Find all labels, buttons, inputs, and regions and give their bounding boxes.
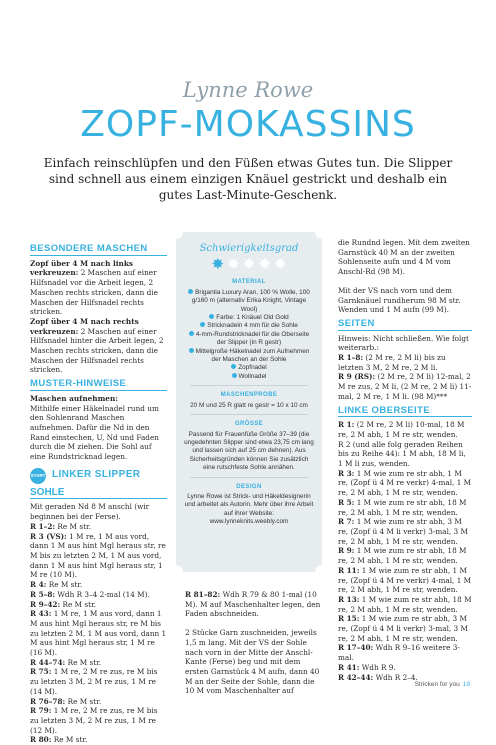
- row-number: R 80:: [30, 735, 52, 745]
- card-divider: [190, 477, 308, 478]
- row-text: Wdh R 79 & 80 1-mal (10 M). M auf Maschenhalter legen, den Faden abschneiden.: [185, 590, 321, 619]
- row-text: 1 M wie zum re str abh, 18 M re, 2 M abh, 1 M re str, wenden.: [338, 594, 472, 614]
- card-notch: [315, 565, 329, 579]
- zopf-right-instruction: [30, 317, 167, 375]
- start-badge: START: [30, 468, 46, 484]
- material-item-text: Farbe: 1 Knäuel Old Gold: [216, 314, 289, 322]
- section-heading-linke-oberseite: LINKE OBERSEITE: [338, 406, 472, 418]
- row-text: 1 M wie zum re str abh, 1 M re, (Zopf ü 4 M re verkr) 4-mal, 1 M re, 2 M abh, 1 M re str, wenden.: [338, 565, 472, 595]
- row-number: R 9 (RS):: [338, 372, 376, 382]
- row-number: R 75:: [30, 667, 52, 677]
- column-right: [338, 238, 472, 682]
- column-center-bottom: [185, 590, 321, 696]
- bullet-icon: [209, 314, 214, 319]
- star-filled-icon: ✸: [211, 256, 225, 274]
- material-item-text: Wollnadel: [238, 372, 267, 380]
- intro-text: Einfach reinschlüpfen und den Füßen etwas Gutes tun. Die Slipper sind schnell aus einem einzigen Knäuel gestrickt und deshalb ein gutes Last-Minute-Geschenk.: [43, 156, 453, 202]
- row-text: 1 M wie zum re str abh, 18 M re, 2 M abh, 1 M re str, wenden.: [338, 497, 467, 517]
- pattern-row: [338, 353, 472, 372]
- author-name: Lynne Rowe: [182, 78, 314, 102]
- row-text: Re M str.: [60, 599, 97, 609]
- row-number: R 9:: [338, 546, 355, 556]
- material-item-text: Zopfnadel: [238, 364, 267, 372]
- zopf-left-instruction: [30, 259, 167, 317]
- pattern-row: [30, 532, 167, 581]
- zopf-left-text: 2 Maschen auf einer Hilfsnadel vor die Arbeit legen, 2 Maschen rechts stricken, dann die Maschen der Hilfsnadel rechts stricken.: [30, 268, 159, 317]
- row-text: 1 M wie zum re str abh, 1 M re, (Zopf ü 4 M re verkr) 4-mal, 1 M re, 2 M abh, 1 M re str, wenden.: [338, 468, 472, 498]
- pattern-row: [185, 590, 321, 619]
- groesse-text: Passend für Frauenfüße Größe 37–39 (die ungedehnten Slipper sind etwa 23,75 cm lang und lassen sich auf 25 cm dehnen). Aus Sicherheitsgründen können Sie zusätzlich eine rutschfeste Sohle annähen.: [184, 430, 314, 472]
- star-empty-icon: ✸: [242, 256, 256, 274]
- bullet-icon: [189, 331, 194, 336]
- pattern-row: [30, 600, 167, 610]
- material-item-text: Brigantia Luxury Aran, 100 % Wolle, 100 g/160 m (alternativ Erika Knight, Vintage Wool): [191, 288, 310, 313]
- star-empty-icon: ✸: [227, 256, 240, 274]
- card-divider: [190, 414, 308, 415]
- design-text: Lynne Rowe ist Strick- und Häkeldesignerin und arbeitet als Autorin. Mehr über ihre Arbeit auf ihrer Website: www.lynneknits.weebly.com: [184, 492, 314, 526]
- magazine-name: Stricken for you: [414, 681, 460, 688]
- column-left: [30, 240, 167, 745]
- pattern-row: [338, 614, 472, 643]
- row-number: R 42–44:: [338, 672, 374, 682]
- row-text: Wdh R 3–4 2-mal (14 M).: [55, 589, 150, 599]
- section-heading-besondere-maschen: BESONDERE MASCHEN: [30, 244, 167, 256]
- bullet-icon: [200, 322, 205, 327]
- info-card: [176, 232, 322, 572]
- row-text: (2 M re, 2 M li) 10-mal, 18 M re, 2 M abh, 1 M re str, wenden.: [338, 420, 465, 439]
- linker-slipper-heading: [30, 468, 167, 484]
- material-item-text: Mittelgroße Häkelnadel zum Aufnehmen der Maschen an der Sohle: [195, 347, 310, 364]
- pattern-row: [30, 590, 167, 600]
- row-text: Re M str.: [65, 696, 102, 706]
- maschenprobe-heading: MASCHENPROBE: [220, 392, 278, 399]
- row-number: R 13:: [338, 594, 360, 604]
- sohle-rows: [30, 522, 167, 745]
- vs-text: Mit der VS nach vorn und dem Garnknäuel rundherum 98 M str. Wenden und 1 M aufn (99 M).: [338, 285, 461, 315]
- pattern-row: [338, 566, 472, 595]
- row-number: R 79:: [30, 706, 52, 716]
- row-text: 1 M re, 1 M aus vord, dann 1 M aus hint Mgl heraus str, re M bis zu letzten 2 M, 1 M aus vord, dann 1 M aus hint Mgl heraus str, 1 M re (16 M).: [30, 609, 167, 658]
- row-number: R 43:: [30, 609, 52, 619]
- row-number: R 76–78:: [30, 696, 66, 706]
- star-empty-icon: ✸: [273, 256, 287, 274]
- row-number: R 3:: [338, 468, 355, 478]
- zopf-right-text: 2 Maschen auf einer Hilfsnadel hinter die Arbeit legen, 2 Maschen rechts stricken, dann die Maschen der Hilfsnadel rechts stricken.: [30, 326, 164, 375]
- row-text: 1 M re, 1 M aus vord, dann 1 M aus hint Mgl heraus str, re M bis zu letzten 2 M, 1 M aus vord, dann 1 M aus hint Mgl heraus str, 1 M re (10 M).: [30, 531, 166, 580]
- row-text: Re M str.: [51, 735, 88, 745]
- material-item-text: Stricknadeln 4 mm für die Sohle: [207, 322, 298, 330]
- pattern-row: [338, 546, 472, 565]
- section-heading-muster-hinweise: MUSTER-HINWEISE: [30, 379, 167, 391]
- material-item-text: 4-mm-Rundstricknadel für die Oberseite der Slipper (in R gestr): [195, 330, 310, 347]
- pattern-row: [338, 517, 472, 546]
- row-text: Wdh R 2–4.: [373, 672, 418, 682]
- pattern-row: [338, 469, 472, 498]
- card-divider: [190, 385, 308, 386]
- oberseite-note: R 2 (und alle folg geraden Reihen bis zu Reihe 44): 1 M abh, 18 M li, 1 M li zus, wenden.: [338, 439, 466, 469]
- material-item: [184, 289, 314, 314]
- material-item: [184, 314, 314, 322]
- zopf-left-term: Zopf über 4 M nach links verkreuzen:: [30, 258, 133, 278]
- row-number: R 1–8:: [338, 353, 364, 363]
- pattern-row: [30, 522, 167, 532]
- row-number: R 41:: [338, 662, 360, 672]
- pattern-row: [30, 667, 167, 696]
- pattern-row: [30, 697, 167, 707]
- aufnehmen-text: Mithilfe einer Häkelnadel rund um den Sohlenrand Maschen aufnehmen. Dafür die Nd in den Rand einstechen, U, Nd und Faden durch die M ziehen. Die Sohl auf eine Rundstricknad legen.: [30, 403, 159, 462]
- material-item: [184, 364, 314, 372]
- pattern-row: [30, 609, 167, 658]
- row-number: R 11:: [338, 565, 360, 575]
- rundnadel-text: die Rundnd legen. Mit dem zweiten Garnstück 40 M an der zweiten Sohlenseite aufn und 4 M vom Anschl-Rd (98 M).: [338, 238, 470, 277]
- zopf-right-term: Zopf über 4 M nach rechts verkreuzen:: [30, 316, 139, 336]
- star-empty-icon: ✸: [258, 256, 271, 274]
- pattern-row: [338, 498, 472, 517]
- difficulty-rating: [184, 257, 314, 272]
- section-heading-sohle: SOHLE: [30, 488, 167, 500]
- material-heading: MATERIAL: [232, 279, 266, 286]
- material-item: [184, 331, 314, 348]
- row-number: R 5–8:: [30, 589, 56, 599]
- difficulty-label: Schwierigkeitsgrad: [199, 243, 299, 254]
- aufnehmen-instruction: [30, 394, 167, 462]
- row-number: R 9–42:: [30, 599, 61, 609]
- aufnehmen-paragraph: 2 Stücke Garn zuschneiden, jeweils 1,5 m lang. Mit der VS der Sohle nach vorn in der Mitte der Anschl-Kante (Ferse) beg und mit dem ersten Garnstück 4 M aufn, dann 40 M an der Seite der Sohle, dann die 10 M vom Maschenhalter auf: [185, 628, 320, 696]
- row-number: R 5:: [338, 497, 355, 507]
- row-number: R 7:: [338, 517, 355, 527]
- oberseite-intro-rows: [338, 420, 472, 439]
- row-text: Re M str.: [65, 657, 102, 667]
- material-item: [184, 373, 314, 381]
- row-text: 1 M wie zum re str abh, 3 M re, (Zopf ü 4 M li verkr) 3-mal, 3 M re, 2 M abh, 1 M re str, wenden.: [338, 517, 468, 546]
- groesse-heading: GRÖSSE: [234, 421, 264, 428]
- row-number: R 3 (VS):: [30, 531, 67, 541]
- pattern-row: [338, 643, 472, 662]
- page-number: 19: [462, 681, 470, 688]
- pattern-row: [338, 372, 472, 401]
- bullet-icon: [231, 364, 236, 369]
- row-text: 1 M wie zum re str abh, 3 M re, (Zopf ü 4 M li verkr) 3-mal, 3 M re, 2 M abh, 1 M re str, wenden.: [338, 614, 468, 643]
- card-notch: [169, 565, 183, 579]
- bullet-icon: [189, 348, 194, 353]
- row-text: 1 M re, 2 M re zus, re M bis zu letzten 3 M, 2 M re zus, 1 M re (12 M).: [30, 706, 158, 735]
- page-footer: [415, 681, 470, 688]
- row-number: R 1–2:: [30, 521, 56, 531]
- design-heading: DESIGN: [236, 483, 262, 490]
- aufnehmen-term: Maschen aufnehmen:: [30, 393, 118, 403]
- pattern-row: [30, 706, 167, 735]
- material-list: [184, 289, 314, 381]
- row-number: R 44–74:: [30, 657, 66, 667]
- row-text: (2 M re, 2 M li) 12-mal, 2 M re zus, 2 M li, (2 M re, 2 M li) 11-mal, 2 M re, 1 M li. (98 M)***: [338, 372, 472, 401]
- row-text: Wdh R 9–16 weitere 3-mal.: [338, 643, 460, 663]
- section-heading-linker-slipper: LINKER SLIPPER: [52, 469, 141, 481]
- row-text: (2 M re, 2 M li) bis zu letzten 3 M, 2 M re, 2 M li.: [338, 353, 446, 372]
- oberseite-rows: [338, 469, 472, 682]
- sohle-rows-continued: [185, 590, 321, 619]
- pattern-row: [30, 658, 167, 668]
- seiten-intro: Hinweis: Nicht schließen. Wie folgt weiterarb.:: [338, 333, 469, 353]
- row-text: Re M str.: [46, 580, 83, 590]
- page-title: ZOPF-MOKASSINS: [80, 104, 416, 145]
- pattern-row: [30, 735, 167, 745]
- bullet-icon: [232, 373, 237, 378]
- pattern-row: [338, 420, 472, 439]
- pattern-row: [338, 595, 472, 614]
- bullet-icon: [188, 289, 193, 294]
- row-number: R 1:: [338, 420, 355, 430]
- maschenprobe-text: 20 M und 25 R glatt re gestr = 10 x 10 cm: [190, 401, 308, 409]
- section-heading-seiten: SEITEN: [338, 319, 472, 331]
- row-text: Re M str.: [55, 521, 92, 531]
- row-text: 1 M re, 2 M re zus, re M bis zu letzten 3 M, 2 M re zus, 1 M re (14 M).: [30, 667, 158, 696]
- card-notch: [169, 225, 183, 239]
- pattern-row: [338, 663, 472, 673]
- material-item: [184, 348, 314, 365]
- row-text: Wdh R 9.: [359, 662, 396, 672]
- row-number: R 81–82:: [185, 590, 221, 599]
- row-number: R 15:: [338, 614, 360, 624]
- sohle-intro: Mit geraden Nd 8 M anschl (wir beginnen bei der Ferse).: [30, 502, 150, 522]
- material-item: [184, 322, 314, 330]
- pattern-row: [30, 580, 167, 590]
- card-notch: [315, 225, 329, 239]
- row-text: 1 M wie zum re str abh, 18 M re, 2 M abh, 1 M re str, wenden.: [338, 546, 467, 566]
- row-number: R 17–40:: [338, 643, 374, 653]
- seiten-rows: [338, 353, 472, 402]
- row-number: R 4:: [30, 580, 47, 590]
